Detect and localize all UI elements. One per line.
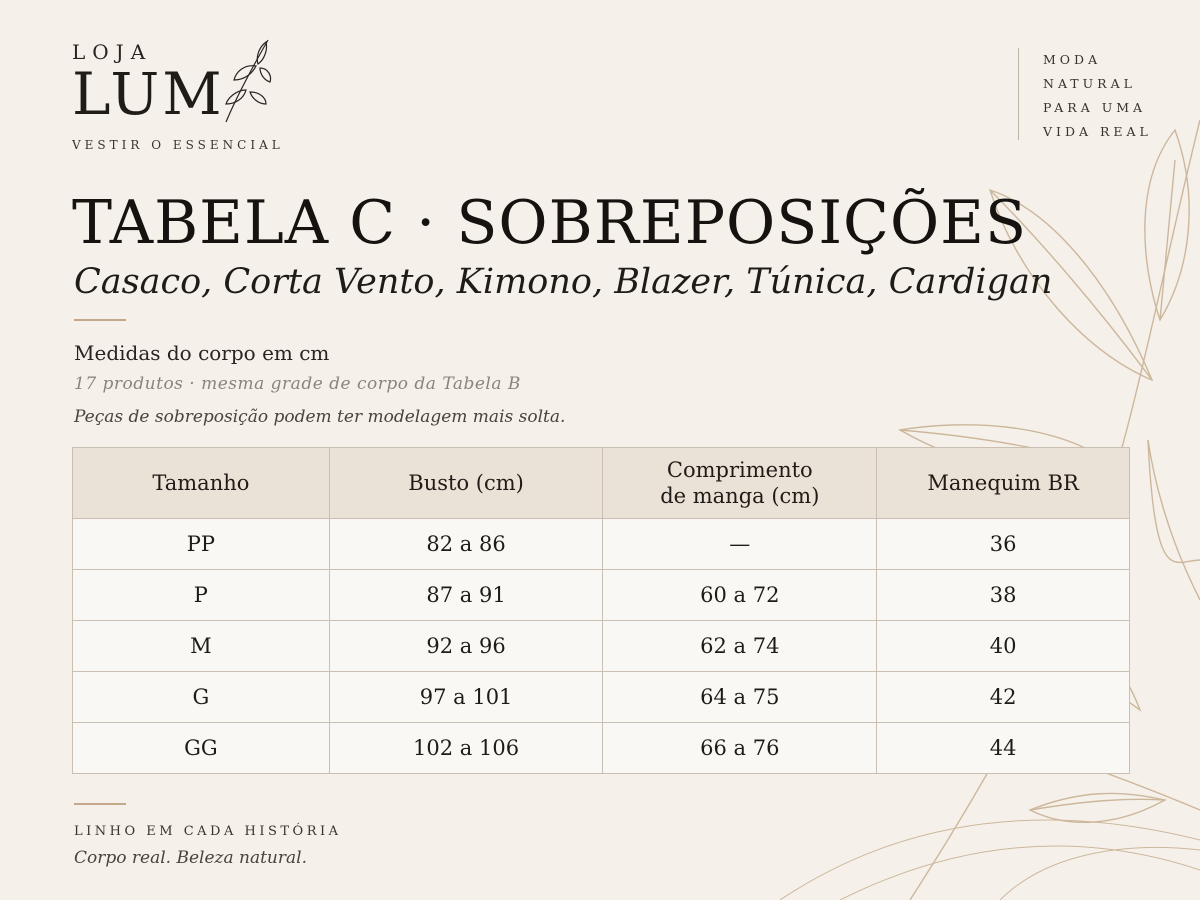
footer-subtitle: Corpo real. Beleza natural. [74,848,307,868]
table-header-row [73,448,1130,519]
brand-slogan: VESTIR O ESSENCIAL [72,138,284,152]
brand-name: LUM [72,60,225,128]
header-mannequin: Manequim BR [877,448,1130,519]
measures-label: Medidas do corpo em cm [74,341,330,365]
tagline-line: PARA UMA [1043,100,1147,115]
accent-divider [74,319,126,321]
header-sleeve-line2: de manga (cm) [660,484,820,508]
page-subtitle: Casaco, Corta Vento, Kimono, Blazer, Túnica, Cardigan [74,262,1053,302]
fit-note: Peças de sobreposição podem ter modelagem mais solta. [74,407,566,427]
cell-bust: 102 a 106 [329,723,603,774]
size-table [72,447,1130,774]
cell-size: GG [73,723,330,774]
cell-sleeve: 66 a 76 [603,723,877,774]
cell-sleeve: 64 a 75 [603,672,877,723]
cell-bust: 87 a 91 [329,570,603,621]
header-bust: Busto (cm) [329,448,603,519]
tagline [1018,48,1152,140]
cell-bust: 92 a 96 [329,621,603,672]
cell-bust: 82 a 86 [329,519,603,570]
page-title: TABELA C · SOBREPOSIÇÕES [72,188,1028,258]
table-row [73,519,1130,570]
cell-sleeve: — [603,519,877,570]
cell-size: P [73,570,330,621]
cell-sleeve: 62 a 74 [603,621,877,672]
header-sleeve [603,448,877,519]
cell-bust: 97 a 101 [329,672,603,723]
cell-mannequin: 38 [877,570,1130,621]
table-row [73,672,1130,723]
products-note: 17 produtos · mesma grade de corpo da Tabela B [74,374,521,394]
header-sleeve-line1: Comprimento [666,458,813,482]
header-size: Tamanho [73,448,330,519]
cell-mannequin: 42 [877,672,1130,723]
cell-mannequin: 44 [877,723,1130,774]
cell-mannequin: 40 [877,621,1130,672]
cell-size: M [73,621,330,672]
cell-sleeve: 60 a 72 [603,570,877,621]
table-row [73,723,1130,774]
cell-mannequin: 36 [877,519,1130,570]
footer-divider [74,803,126,805]
footer-title: LINHO EM CADA HISTÓRIA [74,824,342,839]
brand-prefix: LOJA [72,40,153,64]
table-row [73,621,1130,672]
cell-size: PP [73,519,330,570]
tagline-line: MODA [1043,52,1102,67]
tagline-line: VIDA REAL [1043,124,1152,139]
table-row [73,570,1130,621]
tagline-line: NATURAL [1043,76,1136,91]
leaf-branch-icon [222,38,272,124]
brand-logo [72,40,284,152]
cell-size: G [73,672,330,723]
